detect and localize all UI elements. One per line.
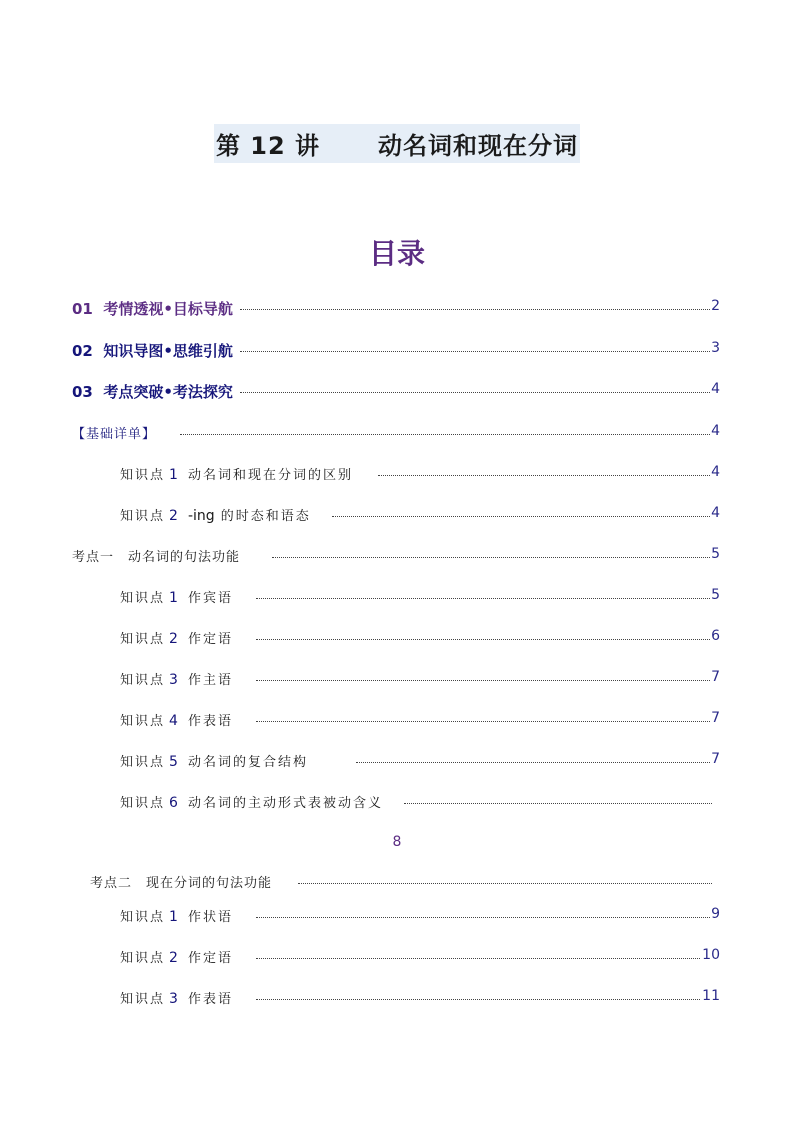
toc-entry-number: 03 [72, 383, 93, 401]
toc-entry-page: 7 [711, 751, 720, 767]
toc-entry-page: 4 [711, 464, 720, 480]
toc-entry-text: 作表语 [187, 992, 233, 1007]
toc-entry-number: 3 [169, 672, 178, 688]
toc-entry-page: 3 [711, 340, 720, 356]
document-title [0, 124, 794, 163]
dot-leader [240, 351, 710, 352]
toc-entry-prefix: 知识点 [120, 992, 166, 1007]
toc-entry-prefix: 知识点 [120, 910, 166, 925]
toc-entry-text: 考点突破•考法探究 [103, 383, 233, 401]
toc-entry-k1f[interactable] [0, 792, 794, 816]
dot-leader [240, 309, 710, 310]
toc-entry-page: 9 [711, 906, 720, 922]
toc-entry-number: 6 [169, 795, 178, 811]
dot-leader [378, 475, 710, 476]
toc-entry-number: 5 [169, 754, 178, 770]
toc-entry-k1e[interactable] [0, 751, 794, 775]
dot-leader [256, 721, 710, 722]
toc-entry-page: 4 [711, 423, 720, 439]
toc-entry-k1d[interactable] [0, 710, 794, 734]
toc-entry-text: 动名词的复合结构 [187, 755, 308, 770]
toc-entry-text: 的时态和语态 [220, 509, 311, 524]
toc-entry-k1c[interactable] [0, 669, 794, 693]
toc-entry-page: 4 [711, 381, 720, 397]
toc-entry-page: 6 [711, 628, 720, 644]
toc-entry-number: 3 [169, 991, 178, 1007]
toc-entry-text: 考点一 动名词的句法功能 [72, 550, 241, 565]
dot-leader [356, 762, 710, 763]
toc-entry-text: 作宾语 [187, 591, 233, 606]
toc-entry-b2[interactable] [0, 505, 794, 529]
toc-entry-text: 作主语 [187, 673, 233, 688]
toc-entry-k2c[interactable] [0, 988, 794, 1012]
toc-entry-page: 11 [702, 988, 720, 1004]
toc-entry-number: 02 [72, 342, 93, 360]
toc-entry-text: 作定语 [187, 632, 233, 647]
toc-entry-page: 5 [711, 587, 720, 603]
toc-entry-number: 2 [169, 950, 178, 966]
dot-leader [180, 434, 710, 435]
toc-entry-text: 知识导图•思维引航 [103, 342, 233, 360]
toc-entry-k2[interactable] [0, 872, 794, 896]
toc-entry-page: 7 [711, 710, 720, 726]
dot-leader [298, 883, 712, 884]
toc-entry-k1b[interactable] [0, 628, 794, 652]
toc-entry-number: 2 [169, 631, 178, 647]
toc-entry-prefix: 知识点 [120, 632, 166, 647]
toc-heading: 目录 [368, 237, 425, 270]
dot-leader [256, 639, 710, 640]
toc-entry-text: 作定语 [187, 951, 233, 966]
toc-entry-prefix: 知识点 [120, 714, 166, 729]
toc-entry-number: 1 [169, 590, 178, 606]
toc-entry-basic[interactable] [0, 423, 794, 447]
toc-entry-page-wrapped: 8 [392, 834, 402, 850]
toc-entry-text: 考点二 现在分词的句法功能 [90, 876, 273, 891]
toc-entry-number: 1 [169, 467, 178, 483]
toc-entry-page: 7 [711, 669, 720, 685]
toc-entry-01[interactable] [0, 298, 794, 322]
dot-leader [256, 958, 700, 959]
toc-entry-k2a[interactable] [0, 906, 794, 930]
dot-leader [256, 598, 710, 599]
toc-entry-prefix: 知识点 [120, 796, 166, 811]
toc-entry-number: 01 [72, 300, 93, 318]
toc-entry-number: 1 [169, 909, 178, 925]
lecture-number: 第 12 讲 [215, 132, 321, 160]
toc-entry-prefix: 知识点 [120, 468, 166, 483]
toc-entry-03[interactable] [0, 381, 794, 405]
toc-entry-page: 4 [711, 505, 720, 521]
toc-entry-page: 10 [702, 947, 720, 963]
toc-entry-02[interactable] [0, 340, 794, 364]
toc-entry-text: 作表语 [187, 714, 233, 729]
toc-entry-page: 5 [711, 546, 720, 562]
toc-entry-eng: -ing [187, 508, 215, 524]
toc-entry-prefix: 知识点 [120, 509, 166, 524]
toc-entry-prefix: 知识点 [120, 755, 166, 770]
dot-leader [256, 680, 710, 681]
toc-entry-b1[interactable] [0, 464, 794, 488]
dot-leader [272, 557, 710, 558]
toc-entry-number: 4 [169, 713, 178, 729]
toc-entry-text: 考情透视•目标导航 [103, 300, 233, 318]
dot-leader [332, 516, 710, 517]
lecture-topic: 动名词和现在分词 [378, 132, 579, 160]
dot-leader [240, 392, 710, 393]
toc-entry-text: 【基础详单】 [72, 427, 157, 442]
lecture-title [214, 124, 580, 163]
toc-entry-prefix: 知识点 [120, 673, 166, 688]
toc-entry-text: 动名词和现在分词的区别 [187, 468, 353, 483]
toc-entry-k2b[interactable] [0, 947, 794, 971]
dot-leader [404, 803, 712, 804]
toc-entry-page: 2 [711, 298, 720, 314]
toc-entry-k1[interactable] [0, 546, 794, 570]
toc-entry-prefix: 知识点 [120, 951, 166, 966]
dot-leader [256, 999, 700, 1000]
toc-entry-text: 作状语 [187, 910, 233, 925]
dot-leader [256, 917, 710, 918]
toc-entry-number: 2 [169, 508, 178, 524]
toc-entry-text: 动名词的主动形式表被动含义 [187, 796, 383, 811]
toc-entry-k1a[interactable] [0, 587, 794, 611]
toc-entry-prefix: 知识点 [120, 591, 166, 606]
